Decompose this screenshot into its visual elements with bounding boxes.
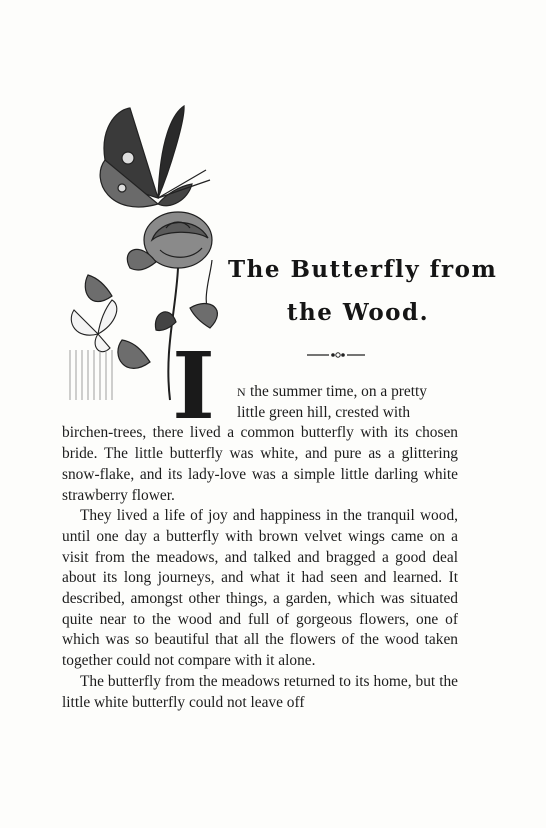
- drop-cap: I: [172, 332, 216, 420]
- body-text: [62, 382, 458, 713]
- chapter-title-line-2: the Wood.: [286, 299, 430, 326]
- paragraph-1-line-2: little green hill, crested with: [237, 403, 411, 421]
- paragraph-2: They lived a life of joy and happiness in the tranquil wood, until one day a butterfly with brown velvet wings came on a visit from the meadows, and talked and bragged a good deal about its long journeys, and what it had seen and learned. It described, amongst other things, a garden, which was situated quite near to the wood and full of gorgeous flowers, one of which was so beautiful that all the flowers of the wood taken together could not compare with it alone.: [62, 507, 458, 670]
- paragraph-1-lead: N: [237, 385, 247, 399]
- large-butterfly-icon: [100, 106, 210, 207]
- paragraph-1-opening: [62, 382, 458, 423]
- small-butterfly-icon: [71, 300, 117, 352]
- title-ornament-icon: [307, 351, 365, 359]
- butterfly-rose-illustration: [60, 100, 232, 420]
- paragraph-1-line-1: the summer time, on a pretty: [246, 383, 427, 400]
- paragraph-1-rest: birchen-trees, there lived a common butterfly with its chosen bride. The little butterfly was white, and pure as a glittering snow-flake, and its lady-love was a simple little darling white strawberry flower.: [62, 424, 458, 504]
- chapter-title: [228, 248, 498, 334]
- chapter-title-line-1: The Butterfly from: [228, 256, 498, 283]
- paragraph-3: The butterfly from the meadows returned to its home, but the little white butterfly could not leave off: [62, 672, 458, 711]
